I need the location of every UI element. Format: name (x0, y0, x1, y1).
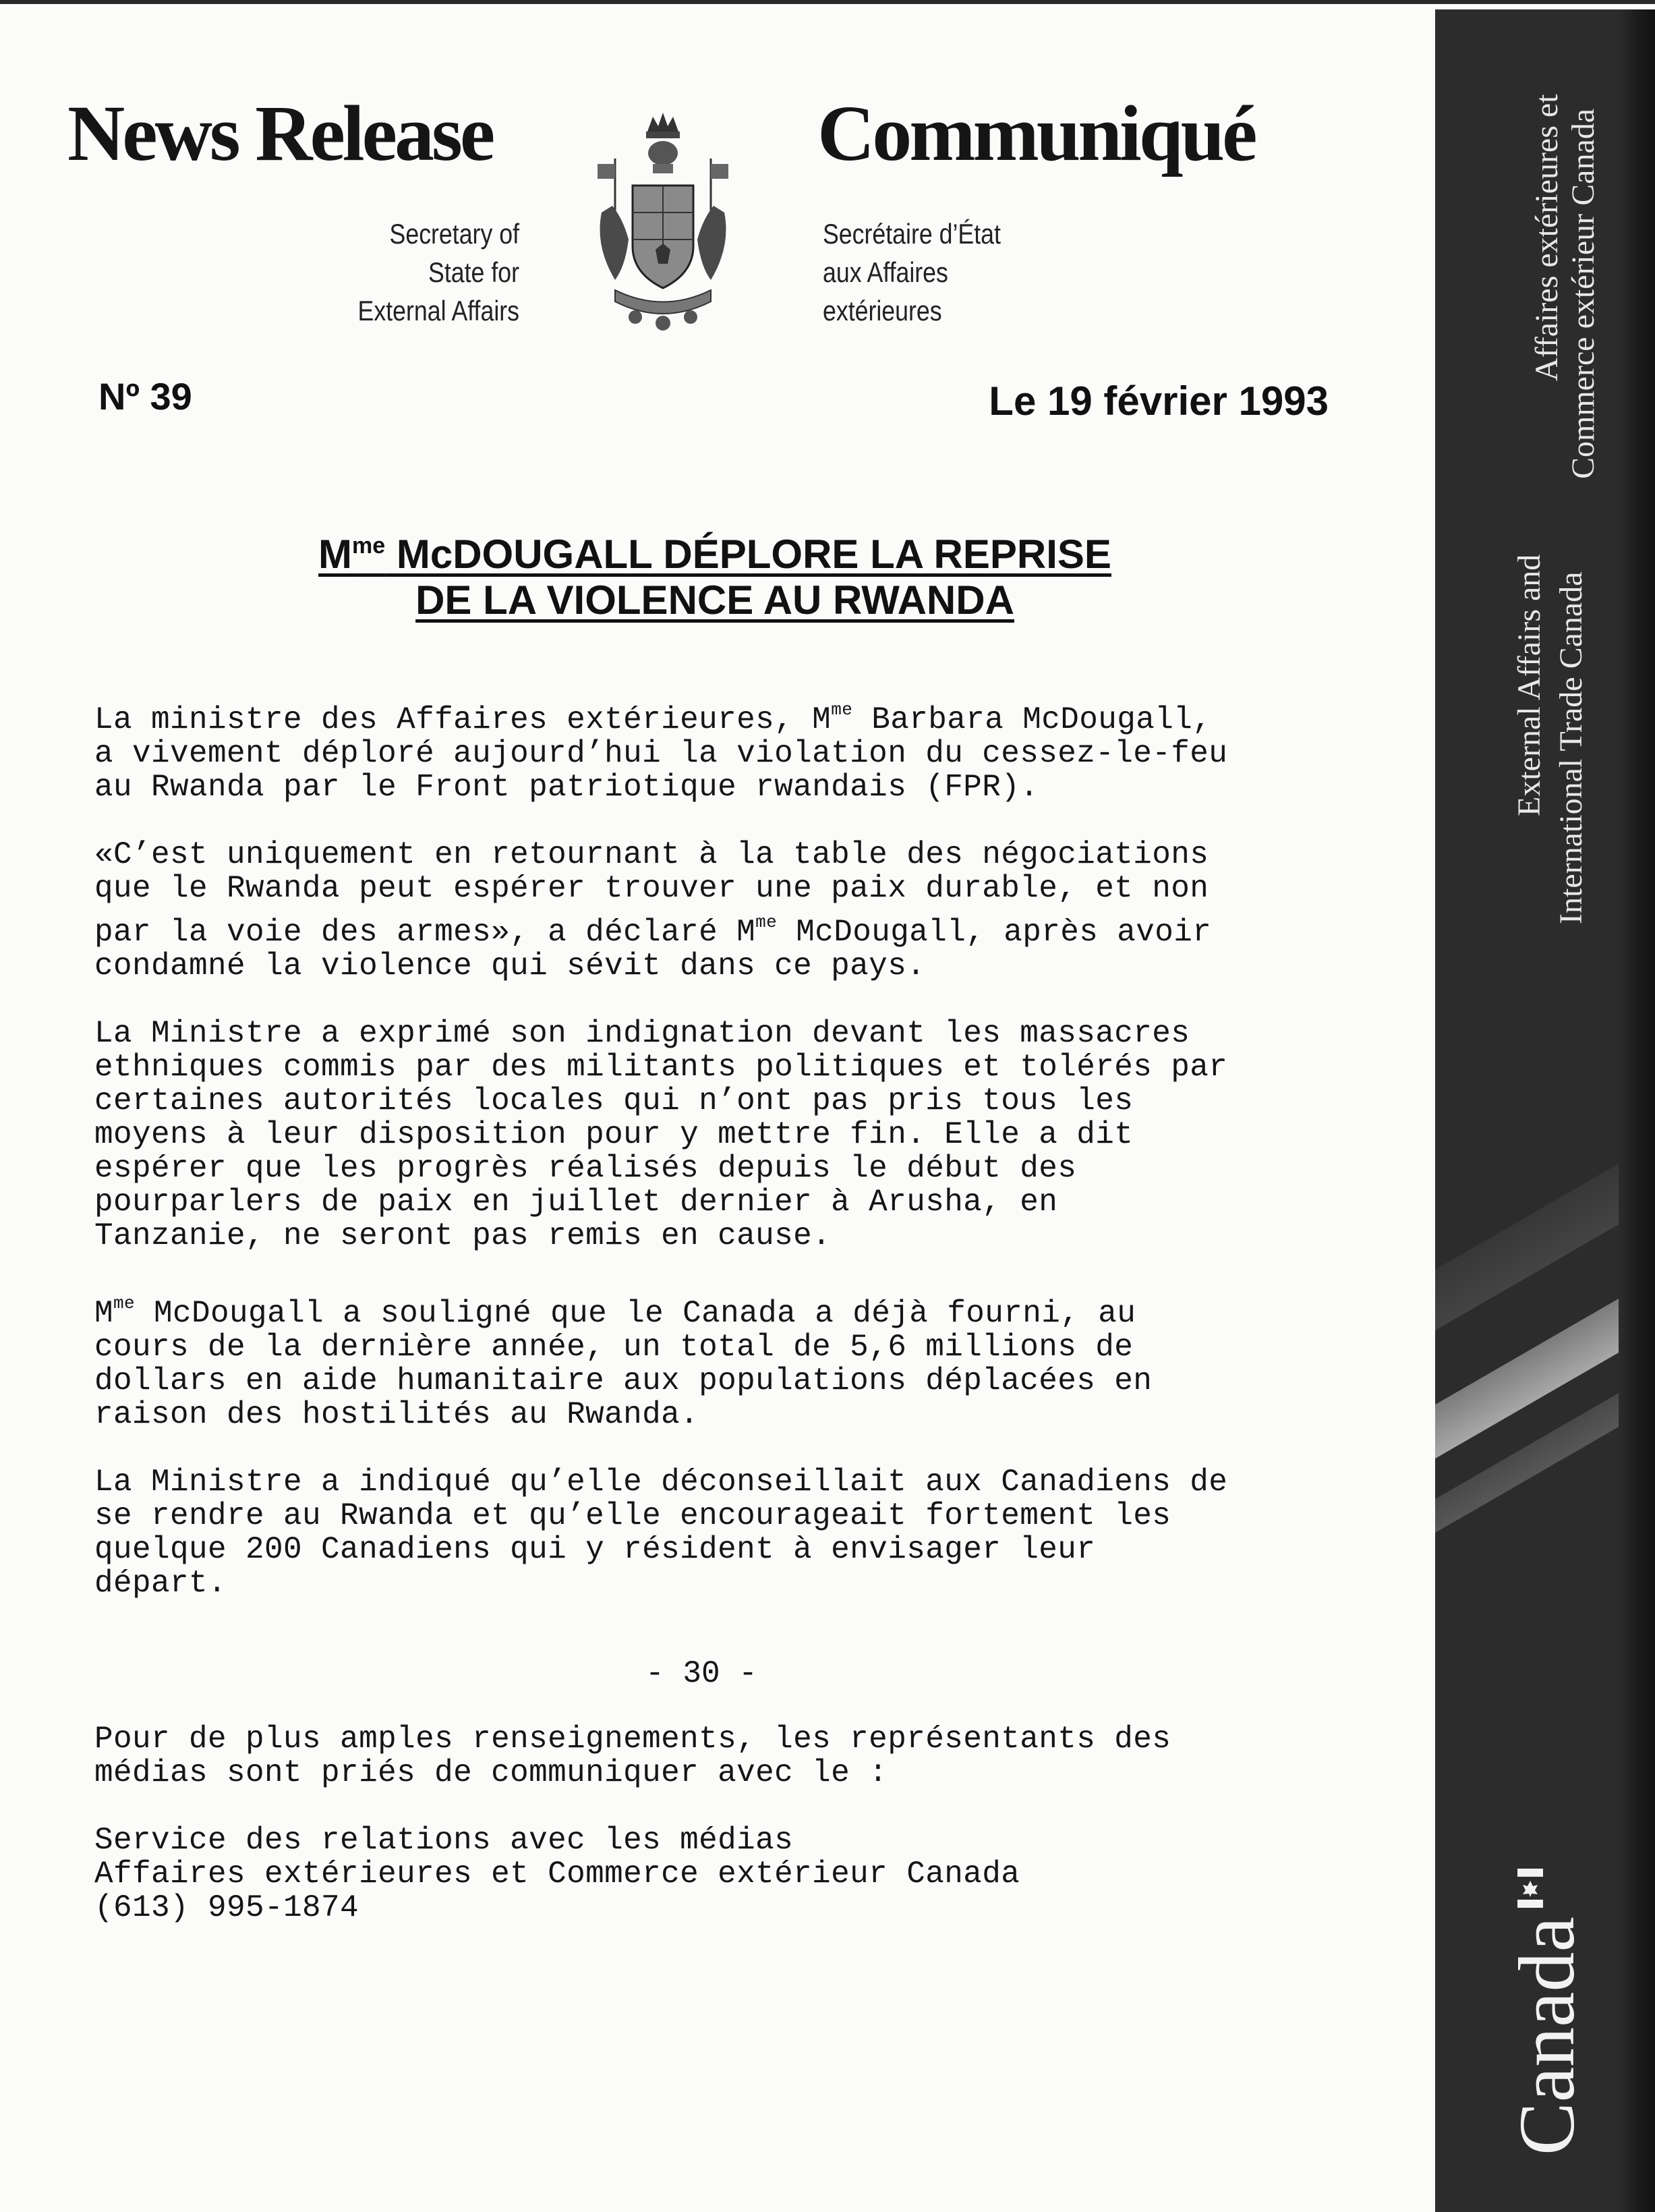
canada-wordmark: Canada (1503, 1917, 1591, 2155)
scan-top-edge (0, 0, 1655, 4)
department-fr-line: extérieures (823, 295, 942, 327)
paragraph: La Ministre a exprimé son indignation devant les massacres ethniques commis par des militants politiques et tolérés par certaines autorités locales qui n’ont pas pris tous les moyens à leur disposition pour y mettre fin. Elle a dit espérer que les progrès réalisés depuis le début des pourparlers de paix en juillet dernier à Arusha, en Tanzanie, ne seront pas remis en cause. (94, 1016, 1228, 1253)
contact-details: Service des relations avec les médias Affaires extérieures et Commerce extérieur Canada (613) 995-1874 (94, 1823, 1020, 1925)
contact-intro: Pour de plus amples renseignements, les représentants des médias sont priés de communiquer avec le : (94, 1722, 1171, 1790)
paragraph (94, 1286, 1356, 1431)
paragraph-text: La ministre des Affaires extérieures, M (94, 702, 832, 737)
department-en-line: State for (428, 256, 519, 288)
department-fr-line: aux Affaires (823, 256, 948, 288)
canada-flag-icon (1517, 1869, 1543, 1908)
headline (169, 523, 1261, 623)
side-band-fr-line1: Affaires extérieures et (1529, 94, 1565, 381)
department-fr-line: Secrétaire d’État (823, 218, 1001, 250)
paragraph (94, 693, 1356, 804)
department-name-fr (823, 215, 1052, 330)
superscript: me (831, 700, 853, 720)
side-band-fr-line2: Commerce extérieur Canada (1565, 108, 1601, 479)
release-body (94, 693, 1356, 1634)
superscript: me (113, 1293, 136, 1313)
headline-prefix: M (318, 532, 353, 577)
paragraph-text: M (94, 1296, 114, 1331)
paragraph-text: Barbara McDougall, a vivement déploré aujourd’hui la violation du cessez-le-feu au Rwanda par le Front patriotique rwandais (FPR). (94, 702, 1228, 805)
release-date: Le 19 février 1993 (989, 378, 1329, 424)
paragraph (94, 838, 1356, 983)
paragraph-text: McDougall, après avoir condamné la violence qui sévit dans ce pays. (94, 915, 1212, 984)
scan-right-edge (1619, 9, 1655, 2212)
paragraph-text: «C’est uniquement en retournant à la table des négociations que le Rwanda peut espérer trouver une paix durable, et non par la voie des armes», a déclaré M (94, 837, 1209, 950)
header-title-en: News Release (67, 89, 493, 177)
superscript: me (755, 912, 778, 932)
end-marker: - 30 - (645, 1656, 757, 1691)
side-band-en-line1: External Affairs and (1511, 554, 1547, 816)
department-en-line: Secretary of (389, 218, 519, 250)
department-name-en (330, 215, 520, 330)
headline-line2: DE LA VIOLENCE AU RWANDA (415, 577, 1014, 623)
side-band-en-line2: International Trade Canada (1553, 571, 1589, 924)
paragraph-text: McDougall a souligné que le Canada a déjà fourni, au cours de la dernière année, un total de 5,6 millions de dollars en aide humanitaire aux populations déplacées en raison des hostilités au Rwanda. (94, 1296, 1153, 1432)
header-title-fr: Communiqué (817, 89, 1255, 177)
coat-of-arms-icon (588, 111, 738, 334)
headline-line1: McDOUGALL DÉPLORE LA REPRISE (385, 532, 1111, 577)
department-en-line: External Affairs (357, 295, 519, 327)
headline-sup: me (352, 533, 386, 559)
contact-info (94, 1722, 1356, 1958)
paragraph: La Ministre a indiqué qu’elle déconseillait aux Canadiens de se rendre au Rwanda et qu’elle encourageait fortement les quelque 200 Canadiens qui y résident à envisager leur départ. (94, 1465, 1228, 1601)
release-number: Nº 39 (98, 375, 192, 418)
